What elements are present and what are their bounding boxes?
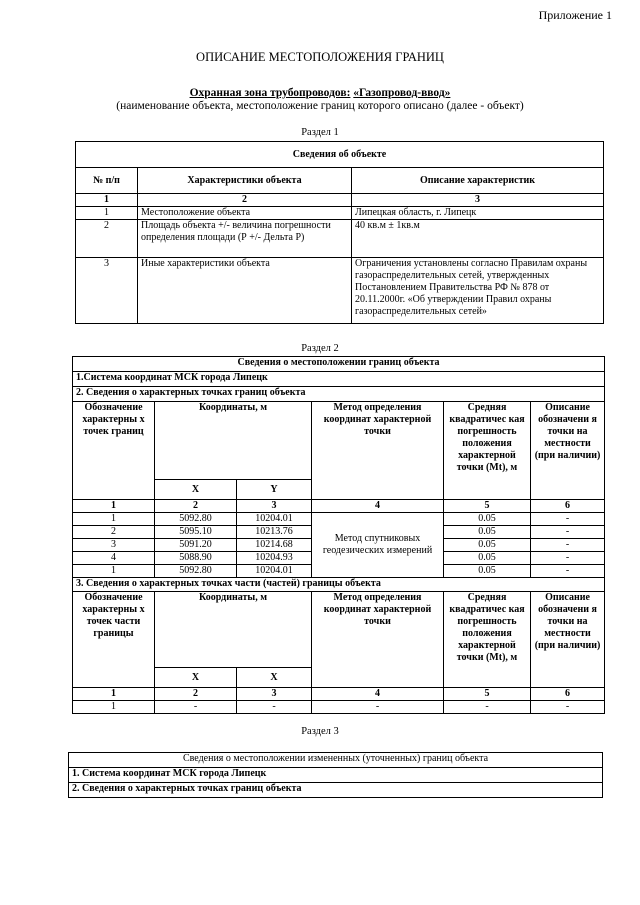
col-number: 4 [312, 500, 444, 513]
point-error: 0.05 [444, 526, 531, 539]
point-y: 10204.93 [237, 552, 312, 565]
col-error-header: Средняя квадратичес кая погрешность положения характерной точки (Mt), м [444, 592, 531, 688]
table-row [76, 220, 604, 258]
part-error: - [444, 701, 531, 714]
section3-table [68, 752, 603, 798]
col-x-header: X [155, 480, 237, 500]
section3-label: Раздел 3 [301, 726, 339, 737]
col-point-header: Обозначение характерны х точек границ [73, 402, 155, 500]
point-error: 0.05 [444, 539, 531, 552]
col-number: 3 [352, 194, 604, 207]
col-number: 5 [444, 500, 531, 513]
coord-system: 1.Система координат МСК города Липецк [73, 372, 605, 387]
point-x: 5095.10 [155, 526, 237, 539]
appendix-label: Приложение 1 [538, 8, 612, 22]
col-number: 6 [531, 688, 605, 701]
row-number: 1 [76, 207, 138, 220]
row-number: 3 [76, 258, 138, 324]
method-cell: Метод спутниковых геодезических измерений [312, 513, 444, 578]
col-desc-header: Описание обозначени я точки на местности (при наличии) [531, 402, 605, 500]
section2-label: Раздел 2 [301, 343, 339, 354]
part-y: - [237, 701, 312, 714]
col-coords-header: Координаты, м [155, 592, 312, 668]
section2-table [72, 356, 605, 714]
section1-label: Раздел 1 [301, 127, 339, 138]
col-desc-header: Описание характеристик [352, 168, 604, 194]
table-row [73, 701, 605, 714]
section3-coord-system: 1. Система координат МСК города Липецк [69, 768, 603, 783]
zone-label: Охранная зона трубопроводов: [189, 87, 351, 99]
col-number: 4 [312, 688, 444, 701]
col-num-header: № п/п [76, 168, 138, 194]
col-number: 5 [444, 688, 531, 701]
part-x: - [155, 701, 237, 714]
point-desc: - [531, 552, 605, 565]
section2-header: Сведения о местоположении границ объекта [73, 357, 605, 372]
zone-title [0, 87, 640, 99]
col-x-header: X [237, 668, 312, 688]
col-number: 3 [237, 688, 312, 701]
table-row [76, 258, 604, 324]
point-x: 5092.80 [155, 565, 237, 578]
point-y: 10213.76 [237, 526, 312, 539]
zone-name: «Газопровод-ввод» [353, 87, 451, 99]
point-error: 0.05 [444, 565, 531, 578]
point-desc: - [531, 539, 605, 552]
row-char: Иные характеристики объекта [138, 258, 352, 324]
col-method-header: Метод определения координат характерной точки [312, 592, 444, 688]
point-id: 1 [73, 513, 155, 526]
col-number: 3 [237, 500, 312, 513]
point-y: 10214.68 [237, 539, 312, 552]
row-char: Местоположение объекта [138, 207, 352, 220]
page-title: ОПИСАНИЕ МЕСТОПОЛОЖЕНИЯ ГРАНИЦ [196, 50, 444, 64]
table-row [73, 513, 605, 526]
point-id: 2 [73, 526, 155, 539]
row-desc: 40 кв.м ± 1кв.м [352, 220, 604, 258]
point-y: 10204.01 [237, 565, 312, 578]
points-header: 2. Сведения о характерных точках границ объекта [73, 387, 605, 402]
col-number: 2 [155, 500, 237, 513]
part-point-id: 1 [73, 701, 155, 714]
col-number: 1 [73, 500, 155, 513]
col-method-header: Метод определения координат характерной точки [312, 402, 444, 500]
col-error-header: Средняя квадратичес кая погрешность положения характерной точки (Mt), м [444, 402, 531, 500]
point-desc: - [531, 513, 605, 526]
section1-header: Сведения об объекте [76, 142, 604, 168]
point-id: 3 [73, 539, 155, 552]
point-x: 5091.20 [155, 539, 237, 552]
col-x-header: X [155, 668, 237, 688]
col-number: 6 [531, 500, 605, 513]
col-point-part-header: Обозначение характерны х точек части границы [73, 592, 155, 688]
col-number: 1 [76, 194, 138, 207]
col-coords-header: Координаты, м [155, 402, 312, 480]
table-row [76, 207, 604, 220]
col-desc-header: Описание обозначени я точки на местности (при наличии) [531, 592, 605, 688]
col-y-header: Y [237, 480, 312, 500]
point-x: 5088.90 [155, 552, 237, 565]
point-desc: - [531, 565, 605, 578]
section3-header: Сведения о местоположении измененных (уточненных) границ объекта [69, 753, 603, 768]
part-desc: - [531, 701, 605, 714]
point-y: 10204.01 [237, 513, 312, 526]
section3-points-header: 2. Сведения о характерных точках границ объекта [69, 783, 603, 798]
col-number: 2 [138, 194, 352, 207]
col-number: 2 [155, 688, 237, 701]
point-error: 0.05 [444, 552, 531, 565]
point-id: 4 [73, 552, 155, 565]
section1-table [75, 141, 604, 324]
row-number: 2 [76, 220, 138, 258]
part-header: 3. Сведения о характерных точках части (частей) границы объекта [73, 578, 605, 592]
col-char-header: Характеристики объекта [138, 168, 352, 194]
point-desc: - [531, 526, 605, 539]
point-id: 1 [73, 565, 155, 578]
zone-note: (наименование объекта, местоположение границ которого описано (далее - объект) [116, 100, 524, 112]
row-desc: Липецкая область, г. Липецк [352, 207, 604, 220]
part-method: - [312, 701, 444, 714]
point-error: 0.05 [444, 513, 531, 526]
point-x: 5092.80 [155, 513, 237, 526]
row-char: Площадь объекта +/- величина погрешности определения площади (Р +/- Дельта Р) [138, 220, 352, 258]
row-desc: Ограничения установлены согласно Правилам охраны газораспределительных сетей, утвержденных Постановлением Правительства РФ № 878 от 20.11.2000г. «Об утверждении Правил охраны газораспределительных сетей» [352, 258, 604, 324]
col-number: 1 [73, 688, 155, 701]
